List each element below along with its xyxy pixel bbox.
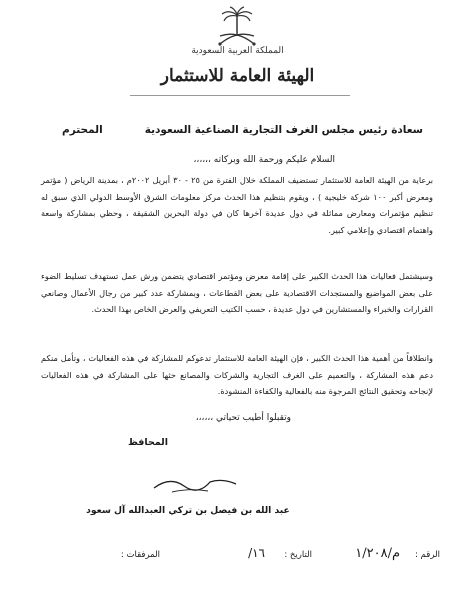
recipient-line: سعادة رئيس مجلس الغرف التجارية الصناعية السعودية bbox=[144, 124, 423, 136]
authority-name: الهيئة العامة للاستثمار bbox=[160, 66, 315, 86]
greeting: السلام عليكم ورحمة الله وبركاته ،،،،،، bbox=[193, 155, 335, 165]
header-divider bbox=[130, 95, 350, 96]
date-label: التاريخ : bbox=[284, 550, 312, 560]
body-paragraph-2: وسيشتمل فعاليات هذا الحدث الكبير على إقامة معرض ومؤتمر اقتصادي يتضمن ورش عمل تستهدف تسليط الضوء على بعض المواضيع والمستجدات الاقتصادية على بعض القطاعات ، وبمشاركة عدد كبير من رجال الأعمال وصانعي القرارات والخبراء والمستشارين في دول عديدة ، حسب الكتيب التعريفي والعرض الخاص بهذا الحدث. bbox=[41, 271, 433, 315]
closing-line: وتقبلوا أطيب تحياتي ،،،،،، bbox=[195, 413, 291, 423]
attachments-label: المرفقات : bbox=[120, 550, 160, 560]
kingdom-name: المملكة العربية السعودية bbox=[191, 46, 284, 56]
reference-number-label: الرقم : bbox=[415, 550, 440, 560]
reference-footer bbox=[40, 548, 440, 570]
body-paragraph-1: برعاية من الهيئة العامة للاستثمار تستضيف المملكة خلال الفترة من ٢٥ - ٣٠ أبريل ٢٠٠٢م ، بمدينة الرياض ( مؤتمر ومعرض أكبر ١٠٠ شركة خليجية ) ، ويقوم بتنظيم هذا الحدث مركز معلومات الشرق الأوسط الدولي الذي سبق له تنظيم مؤتمرات ومعارض مماثلة في دول عديدة آخرها كان في دولة البحرين الشقيقة ، وحظي بمشاركة واسعة واهتمام اقتصادي وإعلامي كبير. bbox=[41, 175, 433, 235]
body-paragraph-3: وانطلاقاً من أهمية هذا الحدث الكبير ، فإن الهيئة العامة للاستثمار تدعوكم للمشاركة في هذه الفعاليات ، وتأمل منكم دعم هذه المشاركة ، والتعميم على الغرف التجارية والشركات والمصانع حثها على المشاركة في هذه الفعاليات لإنجاحه وتحقيق النتائج المرجوة منه بالفعالية والكفاءة المنشودة. bbox=[41, 353, 433, 397]
reference-number-value: م/١/٢٠٨ bbox=[355, 546, 400, 561]
saudi-emblem-icon bbox=[212, 6, 262, 50]
handwritten-signature bbox=[150, 468, 240, 498]
date-value: ١٦/ bbox=[248, 546, 265, 560]
governor-title: المحافظ bbox=[128, 437, 168, 448]
signatory-name: عبد الله بن فيصل بن تركي العبدالله آل سعود bbox=[86, 505, 290, 516]
honorific: المحترم bbox=[62, 124, 103, 136]
letterhead bbox=[0, 0, 475, 120]
